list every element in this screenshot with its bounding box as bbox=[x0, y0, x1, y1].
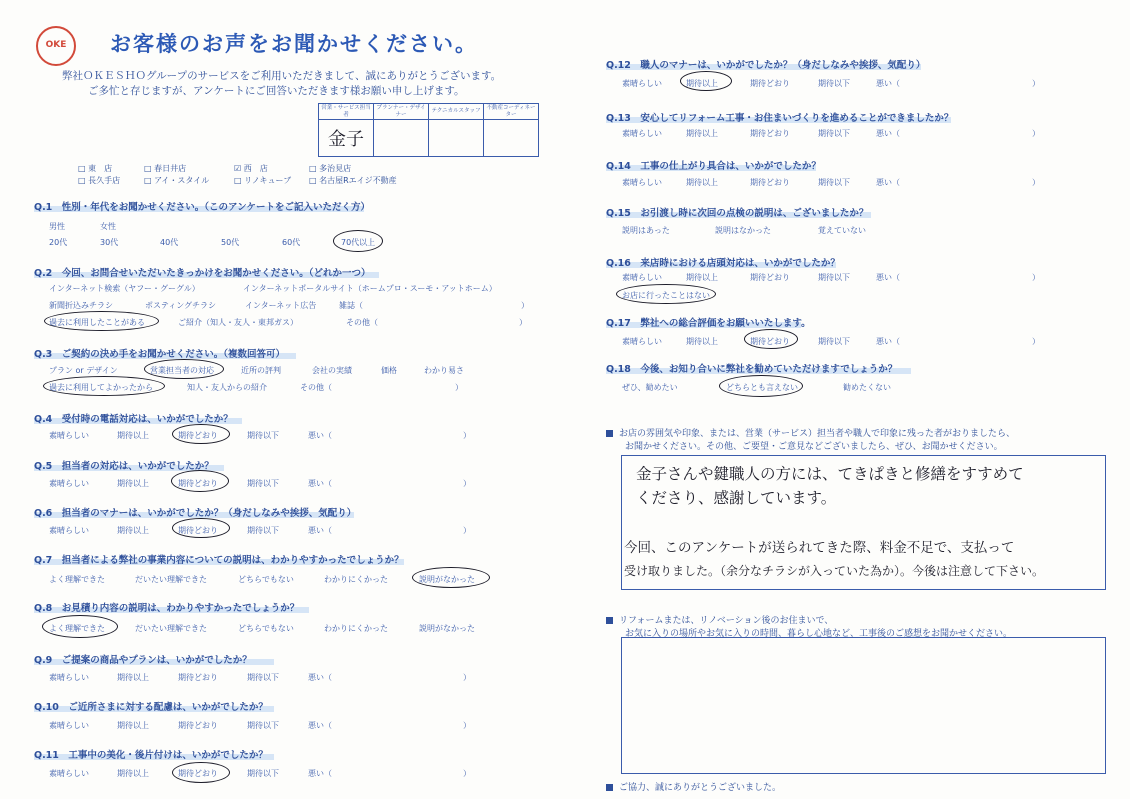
rating-option[interactable]: 素晴らしい bbox=[49, 721, 89, 730]
question-8: Q.8 お見積り内容の説明は、わかりやすかったでしょうか？ bbox=[34, 603, 300, 614]
paren-close: ） bbox=[1032, 178, 1040, 187]
intro-line-2: ご多忙と存じますが、アンケートにご回答いただきます様お願い申し上げます。 bbox=[88, 85, 465, 97]
answer-option[interactable]: 過去に利用したことがある bbox=[49, 318, 145, 327]
rating-option[interactable]: 素晴らしい bbox=[622, 178, 662, 187]
question-6: Q.6 担当者のマナーは、いかがでしたか？（身だしなみや挨拶、気配り） bbox=[34, 508, 357, 519]
answer-option[interactable]: ご紹介（知人・友人・東邦ガス） bbox=[178, 318, 298, 327]
understand-option[interactable]: だいたい理解できた bbox=[135, 624, 207, 633]
rating-option[interactable]: 素晴らしい bbox=[622, 79, 662, 88]
paren-close: ） bbox=[455, 383, 463, 392]
store-option[interactable]: □ アイ・スタイル bbox=[144, 176, 210, 185]
understand-option[interactable]: どちらでもない bbox=[238, 624, 294, 633]
rating-option[interactable]: 期待以上 bbox=[117, 431, 149, 440]
comment-line: 今回、このアンケートが送られてきた際、料金不足で、支払って bbox=[624, 540, 1015, 556]
staff-sales-name: 金子 bbox=[328, 129, 364, 150]
answer-option[interactable]: 営業担当者の対応 bbox=[150, 366, 214, 375]
answer-option[interactable]: 雑誌（ bbox=[339, 301, 363, 310]
rating-option[interactable]: 期待どおり bbox=[178, 673, 218, 682]
comment-line: 金子さんや鍵職人の方には、てきぱきと修繕をすすめて bbox=[636, 465, 1024, 483]
answer-circle-mark bbox=[719, 375, 803, 397]
thank-you-note: ご協力、誠にありがとうございました。 bbox=[606, 780, 781, 793]
rating-option[interactable]: 期待どおり bbox=[178, 431, 218, 440]
answer-option[interactable]: 50代 bbox=[221, 238, 240, 247]
paren-close: ） bbox=[1032, 79, 1040, 88]
rating-option[interactable]: 期待どおり bbox=[750, 129, 790, 138]
rating-option[interactable]: 悪い（ bbox=[308, 479, 332, 488]
rating-option[interactable]: 期待以上 bbox=[686, 273, 718, 282]
comment-line: くださり、感謝しています。 bbox=[636, 489, 837, 507]
rating-option[interactable]: 期待どおり bbox=[750, 337, 790, 346]
rating-option[interactable]: 期待以下 bbox=[247, 431, 279, 440]
answer-circle-mark bbox=[333, 230, 383, 252]
rating-option[interactable]: 素晴らしい bbox=[49, 526, 89, 535]
answer-circle-mark bbox=[42, 615, 118, 638]
answer-option[interactable]: 説明はなかった bbox=[715, 226, 771, 235]
staff-planner-field[interactable] bbox=[374, 120, 429, 157]
paren-close: ） bbox=[1032, 337, 1040, 346]
answer-option[interactable]: 近所の評判 bbox=[241, 366, 281, 375]
rating-option[interactable]: 素晴らしい bbox=[622, 337, 662, 346]
question-13: Q.13 安心してリフォーム工事・お住まいづくりを進めることができましたか？ bbox=[606, 113, 954, 124]
rating-option[interactable]: 悪い（ bbox=[308, 431, 332, 440]
answer-option[interactable]: 男性 bbox=[49, 222, 65, 231]
store-option[interactable]: □ 東 店 bbox=[78, 164, 113, 173]
answer-option[interactable]: 価格 bbox=[381, 366, 397, 375]
rating-option[interactable]: 素晴らしい bbox=[622, 129, 662, 138]
rating-option[interactable]: 悪い（ bbox=[876, 178, 900, 187]
question-3: Q.3 ご契約の決め手をお聞かせください。（複数回答可） bbox=[34, 349, 286, 360]
paren-close: ） bbox=[1032, 129, 1040, 138]
comment-prompt-1: お店の雰囲気や印象、または、営業（サービス）担当者や職人で印象に残った者がおりましたら、 bbox=[606, 426, 1015, 439]
understand-option[interactable]: わかりにくかった bbox=[324, 575, 388, 584]
staff-technical-field[interactable] bbox=[429, 120, 484, 157]
question-4: Q.4 受付時の電話対応は、いかがでしたか？ bbox=[34, 414, 233, 425]
answer-option[interactable]: 40代 bbox=[160, 238, 179, 247]
rating-option[interactable]: 期待以上 bbox=[117, 721, 149, 730]
rating-option[interactable]: 期待以上 bbox=[117, 769, 149, 778]
answer-option[interactable]: ポスティングチラシ bbox=[145, 301, 217, 310]
question-15: Q.15 お引渡し時に次回の点検の説明は、ございましたか？ bbox=[606, 208, 869, 219]
answer-circle-mark bbox=[171, 470, 229, 492]
rating-option[interactable]: 期待以上 bbox=[686, 79, 718, 88]
question-11: Q.11 工事中の美化・後片付けは、いかがでしたか？ bbox=[34, 750, 268, 761]
answer-circle-mark bbox=[44, 311, 159, 331]
store-option[interactable]: □ リノキューブ bbox=[234, 176, 292, 185]
answer-option[interactable]: その他（ bbox=[346, 318, 378, 327]
answer-option[interactable]: 70代以上 bbox=[341, 238, 376, 247]
answer-option[interactable]: 新聞折込みチラシ bbox=[49, 301, 113, 310]
question-2: Q.2 今回、お問合せいただいたきっかけをお聞かせください。（どれか一つ） bbox=[34, 268, 371, 279]
rating-option[interactable]: 期待以上 bbox=[117, 526, 149, 535]
answer-option[interactable]: わかり易さ bbox=[424, 366, 464, 375]
staff-header-technical: テクニカルスタッフ bbox=[429, 104, 484, 120]
paren-close: ） bbox=[463, 673, 471, 682]
understand-option[interactable]: わかりにくかった bbox=[324, 624, 388, 633]
rating-option[interactable]: 期待以下 bbox=[247, 526, 279, 535]
question-18: Q.18 今後、お知り合いに弊社を勧めていただけますでしょうか？ bbox=[606, 364, 898, 375]
comment-box-2[interactable] bbox=[621, 637, 1106, 774]
question-17: Q.17 弊社への総合評価をお願いいたします。 bbox=[606, 318, 811, 329]
paren-close: ） bbox=[521, 301, 529, 310]
answer-option[interactable]: インターネット検索（ヤフー・グーグル） bbox=[49, 284, 200, 293]
answer-circle-mark bbox=[172, 518, 230, 538]
rating-option[interactable]: 素晴らしい bbox=[49, 431, 89, 440]
answer-circle-mark bbox=[43, 376, 165, 396]
store-option[interactable]: □ 名古屋Rエイジ不動産 bbox=[309, 176, 397, 185]
understand-option[interactable]: どちらでもない bbox=[238, 575, 294, 584]
understand-option[interactable]: よく理解できた bbox=[49, 624, 105, 633]
store-option[interactable]: ☑ 西 店 bbox=[234, 164, 268, 173]
answer-option[interactable]: 勧めたくない bbox=[843, 383, 891, 392]
rating-option[interactable]: 期待どおり bbox=[750, 178, 790, 187]
intro-line-1: 弊社ＯＫＥＳＨＯグループのサービスをご利用いただきまして、誠にありがとうございます。 bbox=[62, 70, 502, 82]
understand-option[interactable]: だいたい理解できた bbox=[135, 575, 207, 584]
rating-option[interactable]: 悪い（ bbox=[308, 526, 332, 535]
rating-option[interactable]: 素晴らしい bbox=[49, 479, 89, 488]
paren-close: ） bbox=[463, 769, 471, 778]
question-14: Q.14 工事の仕上がり具合は、いかがでしたか？ bbox=[606, 161, 821, 172]
paren-close: ） bbox=[463, 479, 471, 488]
answer-option[interactable]: ぜひ、勧めたい bbox=[622, 383, 678, 392]
rating-option[interactable]: 期待以下 bbox=[818, 273, 850, 282]
answer-option[interactable]: 知人・友人からの紹介 bbox=[187, 383, 267, 392]
answer-option[interactable]: 説明はあった bbox=[622, 226, 670, 235]
answer-option[interactable]: お店に行ったことはない bbox=[622, 291, 710, 300]
staff-header-sales: 営業・サービス担当者 bbox=[319, 104, 374, 120]
question-1: Q.1 性別・年代をお聞かせください。（このアンケートをご記入いただく方） bbox=[34, 202, 370, 213]
rating-option[interactable]: 期待以下 bbox=[247, 721, 279, 730]
rating-option[interactable]: 期待以下 bbox=[247, 673, 279, 682]
company-seal-icon: OKE bbox=[36, 26, 76, 66]
rating-option[interactable]: 期待どおり bbox=[178, 721, 218, 730]
rating-option[interactable]: 期待どおり bbox=[178, 769, 218, 778]
comment-prompt-1b: お聞かせください。その他、ご要望・ご意見などございましたら、ぜひ、お聞かせください。 bbox=[625, 442, 1003, 452]
rating-option[interactable]: 素晴らしい bbox=[49, 673, 89, 682]
understand-option[interactable]: 説明がなかった bbox=[419, 575, 475, 584]
answer-circle-mark bbox=[172, 424, 230, 444]
answer-option[interactable]: 20代 bbox=[49, 238, 68, 247]
rating-option[interactable]: 期待以下 bbox=[818, 129, 850, 138]
comment-line: 受け取りました。（余分なチラシが入っていた為か）。今後は注意して下さい。 bbox=[624, 564, 1045, 578]
store-option[interactable]: □ 多治見店 bbox=[309, 164, 352, 173]
answer-option[interactable]: インターネットポータルサイト（ホームプロ・スーモ・アットホーム） bbox=[243, 284, 497, 293]
staff-sales-name-field[interactable] bbox=[319, 120, 374, 157]
square-bullet-icon bbox=[606, 617, 613, 624]
answer-option[interactable]: どちらとも言えない bbox=[726, 383, 798, 392]
paren-close: ） bbox=[1032, 273, 1040, 282]
rating-option[interactable]: 悪い（ bbox=[308, 673, 332, 682]
rating-option[interactable]: 期待以下 bbox=[247, 479, 279, 488]
question-9: Q.9 ご提案の商品やプランは、いかがでしたか？ bbox=[34, 655, 252, 666]
paren-close: ） bbox=[519, 318, 527, 327]
rating-option[interactable]: 素晴らしい bbox=[622, 273, 662, 282]
answer-circle-mark bbox=[144, 359, 224, 379]
rating-option[interactable]: 期待以上 bbox=[686, 129, 718, 138]
answer-option[interactable]: 女性 bbox=[100, 222, 116, 231]
page-title: お客様のお声をお聞かせください。 bbox=[110, 32, 478, 56]
store-option[interactable]: □ 長久手店 bbox=[78, 176, 121, 185]
staff-table bbox=[318, 103, 539, 157]
answer-circle-mark bbox=[412, 567, 490, 588]
answer-option[interactable]: 60代 bbox=[282, 238, 301, 247]
answer-circle-mark bbox=[616, 284, 716, 304]
question-12: Q.12 職人のマナーは、いかがでしたか？（身だしなみや挨拶、気配り） bbox=[606, 60, 926, 71]
rating-option[interactable]: 期待どおり bbox=[750, 273, 790, 282]
question-16: Q.16 来店時における店頭対応は、いかがでしたか？ bbox=[606, 258, 840, 269]
rating-option[interactable]: 期待どおり bbox=[178, 479, 218, 488]
answer-circle-mark bbox=[680, 71, 732, 91]
rating-option[interactable]: 悪い（ bbox=[876, 129, 900, 138]
question-5: Q.5 担当者の対応は、いかがでしたか？ bbox=[34, 461, 214, 472]
store-option[interactable]: □ 春日井店 bbox=[144, 164, 187, 173]
answer-option[interactable]: その他（ bbox=[300, 383, 332, 392]
rating-option[interactable]: 期待以下 bbox=[818, 79, 850, 88]
understand-option[interactable]: よく理解できた bbox=[49, 575, 105, 584]
rating-option[interactable]: 素晴らしい bbox=[49, 769, 89, 778]
answer-option[interactable]: 覚えていない bbox=[818, 226, 866, 235]
square-bullet-icon bbox=[606, 430, 613, 437]
rating-option[interactable]: 悪い（ bbox=[876, 337, 900, 346]
answer-option[interactable]: インターネット広告 bbox=[245, 301, 317, 310]
rating-option[interactable]: 期待以上 bbox=[117, 673, 149, 682]
staff-realestate-field[interactable] bbox=[484, 120, 539, 157]
comment-box-1[interactable] bbox=[621, 455, 1106, 590]
paren-close: ） bbox=[463, 721, 471, 730]
rating-option[interactable]: 悪い（ bbox=[308, 769, 332, 778]
rating-option[interactable]: 期待以上 bbox=[686, 178, 718, 187]
understand-option[interactable]: 説明がなかった bbox=[419, 624, 475, 633]
rating-option[interactable]: 期待以下 bbox=[247, 769, 279, 778]
rating-option[interactable]: 悪い（ bbox=[876, 273, 900, 282]
rating-option[interactable]: 悪い（ bbox=[308, 721, 332, 730]
comment-prompt-2b: お気に入りの場所やお気に入りの時間、暮らし心地など、工事後のご感想をお聞かせください。 bbox=[625, 629, 1013, 639]
staff-header-realestate: 不動産コーディネーター bbox=[484, 104, 539, 120]
answer-option[interactable]: 30代 bbox=[100, 238, 119, 247]
rating-option[interactable]: 期待どおり bbox=[178, 526, 218, 535]
answer-circle-mark bbox=[744, 329, 798, 349]
rating-option[interactable]: 期待以上 bbox=[686, 337, 718, 346]
rating-option[interactable]: 悪い（ bbox=[876, 79, 900, 88]
paren-close: ） bbox=[463, 431, 471, 440]
rating-option[interactable]: 期待以上 bbox=[117, 479, 149, 488]
question-10: Q.10 ご近所さまに対する配慮は、いかがでしたか？ bbox=[34, 702, 268, 713]
answer-option[interactable]: 会社の実績 bbox=[312, 366, 352, 375]
square-bullet-icon bbox=[606, 784, 613, 791]
rating-option[interactable]: 期待以下 bbox=[818, 337, 850, 346]
paren-close: ） bbox=[463, 526, 471, 535]
answer-circle-mark bbox=[172, 762, 230, 783]
comment-prompt-2: リフォームまたは、リノベーション後のお住まいで、 bbox=[606, 613, 833, 626]
rating-option[interactable]: 期待どおり bbox=[750, 79, 790, 88]
answer-option[interactable]: 過去に利用してよかったから bbox=[49, 383, 153, 392]
rating-option[interactable]: 期待以下 bbox=[818, 178, 850, 187]
staff-header-planner: プランナー・デザイナー bbox=[374, 104, 429, 120]
question-7: Q.7 担当者による弊社の事業内容についての説明は、わかりやすかったでしょうか？ bbox=[34, 555, 404, 566]
answer-option[interactable]: プラン or デザイン bbox=[49, 366, 118, 375]
